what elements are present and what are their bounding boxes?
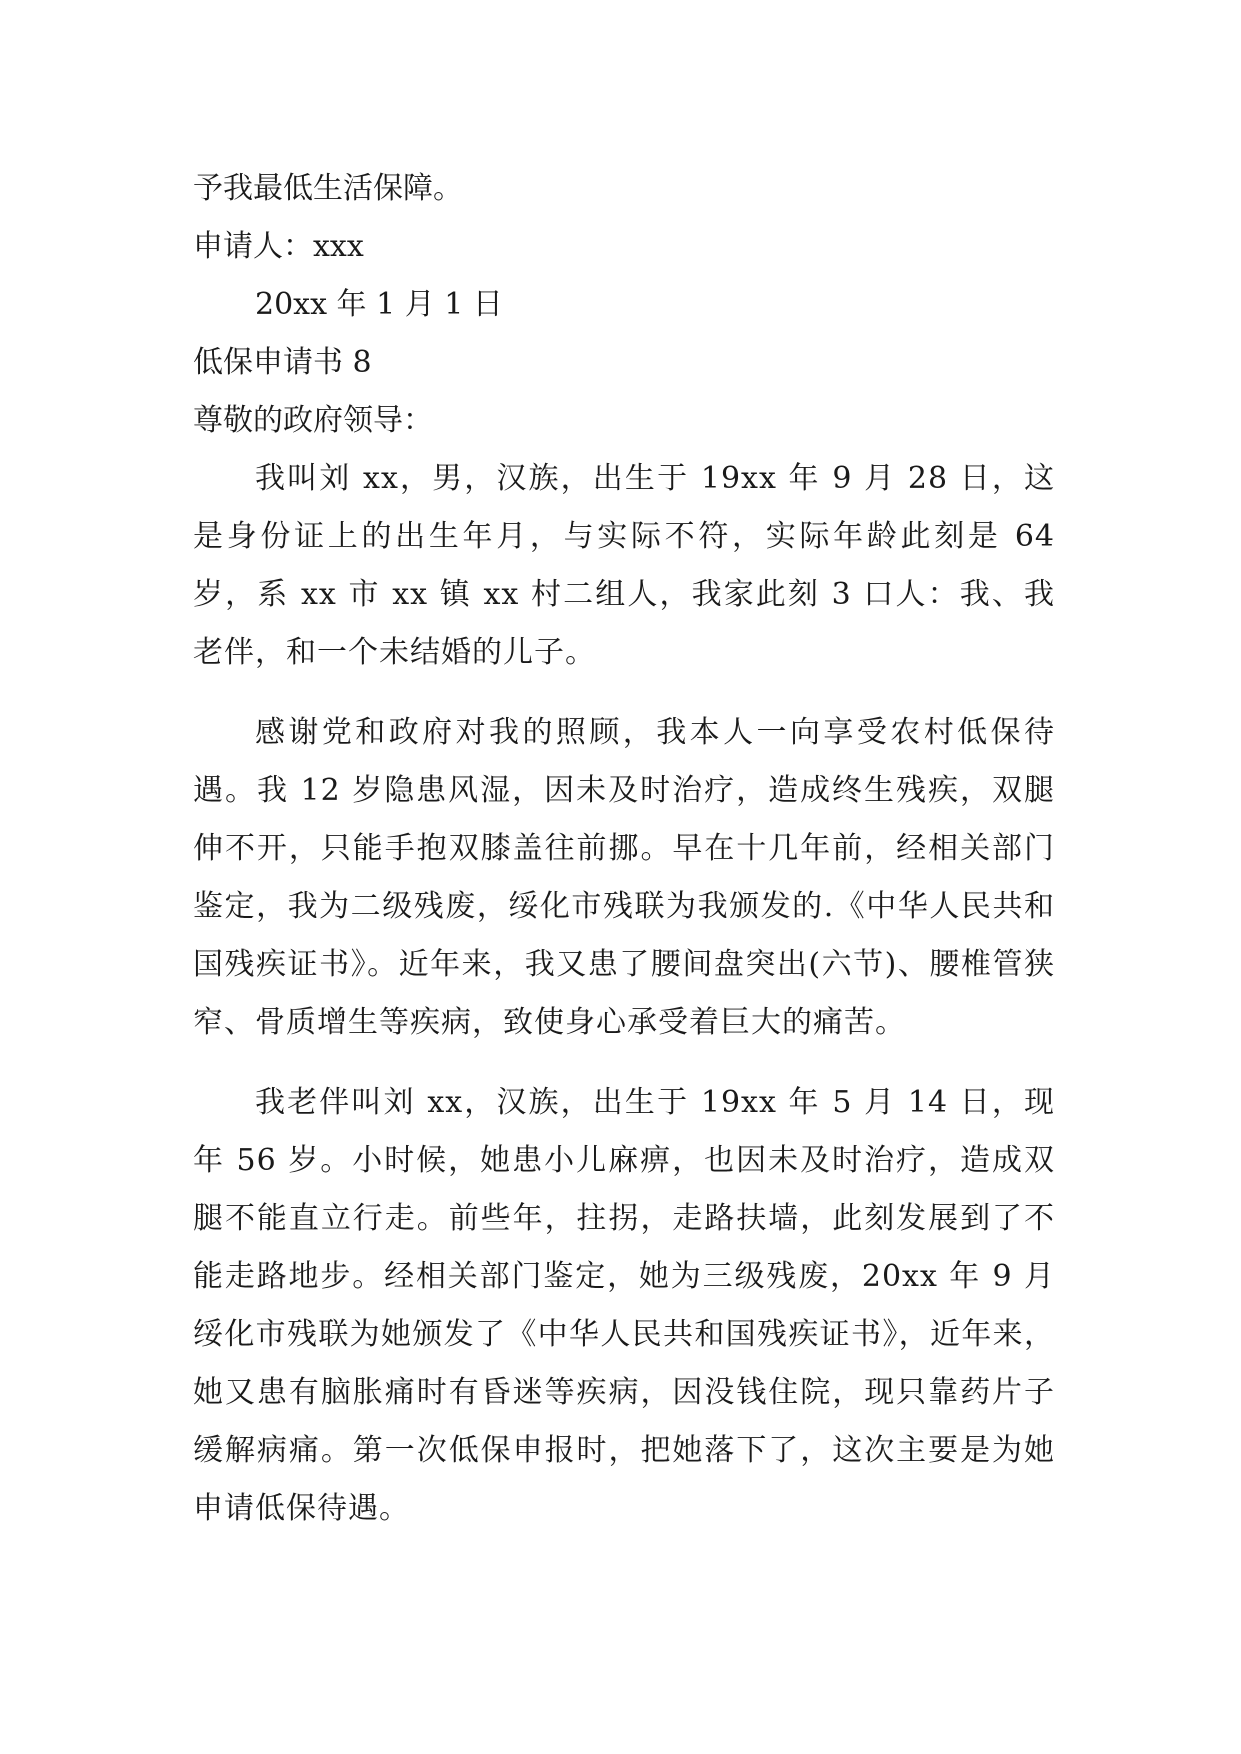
applicant-line: 申请人：xxx	[193, 229, 364, 264]
paragraph-gap	[193, 1052, 1055, 1074]
text-line-closing: 予我最低生活保障。	[193, 171, 463, 206]
paragraph-gap	[193, 682, 1055, 704]
paragraph-2: 感谢党和政府对我的照顾，我本人一向享受农村低保待遇。我 12 岁隐患风湿，因未及时治疗，造成终生残疾，双腿伸不开，只能手抱双膝盖往前挪。早在十几年前，经相关部门鉴定，我为二级残废，绥化市残联为我颁发的.《中华人民共和国残疾证书》。近年来，我又患了腰间盘突出(六节)、腰椎管狭窄、骨质增生等疾病，致使身心承受着巨大的痛苦。	[193, 715, 1055, 1040]
document-page	[193, 160, 1055, 1538]
paragraph-1: 我叫刘 xx，男，汉族，出生于 19xx 年 9 月 28 日，这是身份证上的出生年月，与实际不符，实际年龄此刻是 64 岁，系 xx 市 xx 镇 xx 村二组人，我家此刻 3 口人：我、我老伴，和一个未结婚的儿子。	[193, 461, 1055, 670]
date-line: 20xx 年 1 月 1 日	[255, 287, 503, 322]
paragraph-3: 我老伴叫刘 xx，汉族，出生于 19xx 年 5 月 14 日，现年 56 岁。小时候，她患小儿麻痹，也因未及时治疗，造成双腿不能直立行走。前些年，拄拐，走路扶墙，此刻发展到了不能走路地步。经相关部门鉴定，她为三级残废，20xx 年 9 月绥化市残联为她颁发了《中华人民共和国残疾证书》，近年来，她又患有脑胀痛时有昏迷等疾病，因没钱住院，现只靠药片子缓解病痛。第一次低保申报时，把她落下了，这次主要是为她申请低保待遇。	[193, 1085, 1055, 1526]
salutation: 尊敬的政府领导：	[193, 403, 433, 438]
document-heading: 低保申请书 8	[193, 345, 372, 380]
